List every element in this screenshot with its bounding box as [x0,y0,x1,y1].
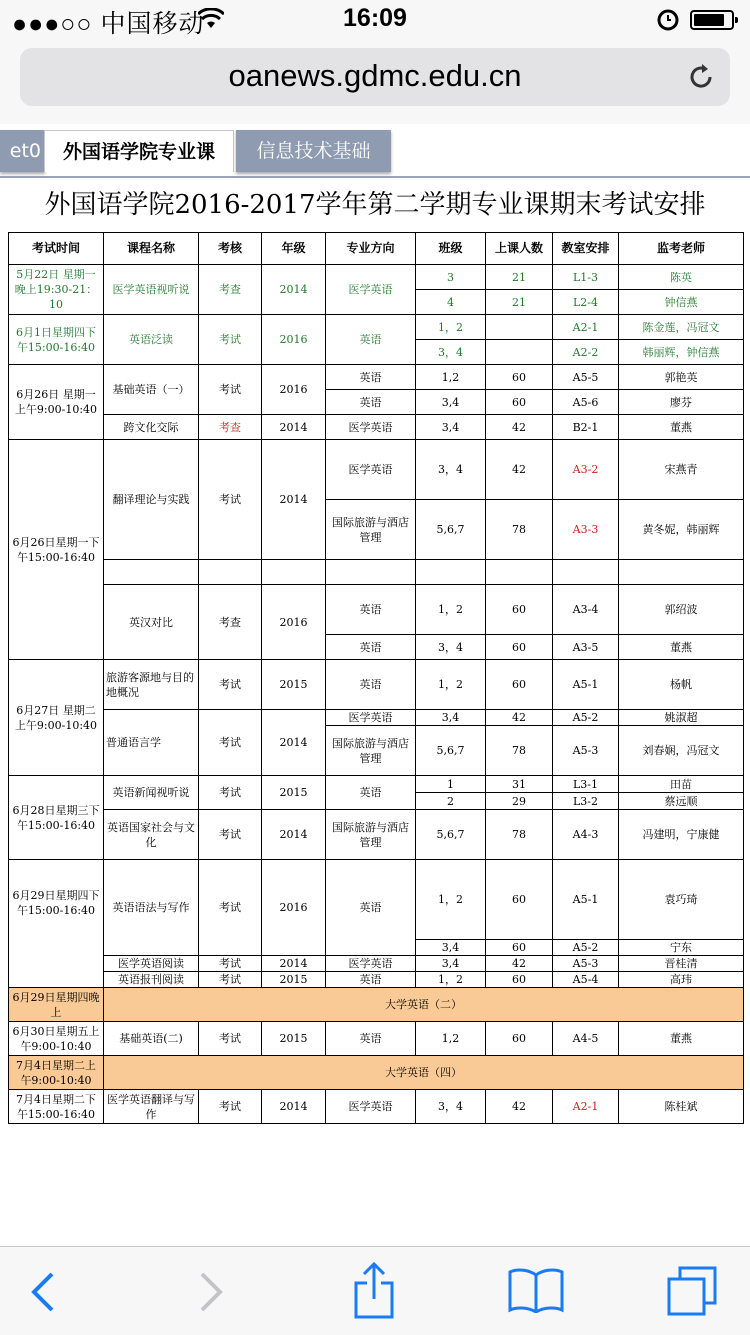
assessment: 考试 [199,972,262,988]
class: 3，4 [416,440,486,500]
empty-cell [104,560,199,585]
course-name: 英汉对比 [104,585,199,660]
empty-cell [553,560,619,585]
exam-schedule-table [8,232,744,1124]
class: 3，4 [416,1090,486,1124]
proctor: 田苗 [619,776,744,793]
browser-address-area [0,40,750,125]
students: 42 [486,440,553,500]
column-header: 课程名称 [104,233,199,265]
grade: 2016 [262,585,326,660]
major: 英语 [326,365,416,390]
assessment: 考试 [199,660,262,710]
class: 1 [416,776,486,793]
proctor: 高玮 [619,972,744,988]
major: 英语 [326,390,416,415]
table-row [9,440,744,500]
grade: 2016 [262,365,326,415]
share-icon[interactable] [352,1261,396,1319]
students: 78 [486,726,553,776]
grade: 2015 [262,660,326,710]
grade: 2014 [262,265,326,315]
major: 英语 [326,585,416,635]
major: 国际旅游与酒店管理 [326,810,416,860]
assessment: 考试 [199,1090,262,1124]
grade: 2015 [262,1022,326,1056]
proctor: 董燕 [619,635,744,660]
major: 医学英语 [326,415,416,440]
major: 医学英语 [326,265,416,315]
major: 英语 [326,315,416,365]
students: 42 [486,956,553,972]
students: 29 [486,793,553,810]
students: 60 [486,972,553,988]
room: A3-5 [553,635,619,660]
tab-sheet0[interactable]: et0 [0,130,45,172]
table-row [9,560,744,585]
column-header: 教室安排 [553,233,619,265]
grade: 2014 [262,1090,326,1124]
major: 英语 [326,635,416,660]
proctor: 杨帆 [619,660,744,710]
table-row [9,860,744,940]
students: 21 [486,290,553,315]
class: 3,4 [416,415,486,440]
room: A2-1 [553,1090,619,1124]
assessment: 考试 [199,810,262,860]
students: 42 [486,415,553,440]
back-icon[interactable] [28,1271,58,1313]
course-name: 英语泛读 [104,315,199,365]
major: 医学英语 [326,956,416,972]
major: 医学英语 [326,710,416,726]
clock: 16:09 [343,4,407,32]
status-bar [0,0,750,40]
room: B2-1 [553,415,619,440]
students: 60 [486,660,553,710]
proctor: 宁东 [619,940,744,956]
grade: 2014 [262,710,326,776]
column-header: 监考老师 [619,233,744,265]
major: 英语 [326,972,416,988]
grade: 2014 [262,415,326,440]
table-row [9,265,744,290]
students: 78 [486,810,553,860]
proctor: 陈桂斌 [619,1090,744,1124]
proctor: 郭绍波 [619,585,744,635]
browser-toolbar [0,1246,750,1335]
course-name: 基础英语(二) [104,1022,199,1056]
empty-cell [199,560,262,585]
proctor: 廖芬 [619,390,744,415]
band-label: 大学英语（二） [104,988,744,1022]
room: L1-3 [553,265,619,290]
class: 1,2 [416,1022,486,1056]
assessment: 考试 [199,710,262,776]
room: L2-4 [553,290,619,315]
students: 60 [486,635,553,660]
course-name: 跨文化交际 [104,415,199,440]
grade: 2016 [262,315,326,365]
empty-cell [416,560,486,585]
proctor: 晋桂清 [619,956,744,972]
exam-time: 6月1日星期四下午15:00-16:40 [9,315,104,365]
room: A5-2 [553,710,619,726]
assessment: 考试 [199,956,262,972]
proctor: 董燕 [619,1022,744,1056]
exam-time: 6月28日星期三下午15:00-16:40 [9,776,104,860]
proctor: 宋燕青 [619,440,744,500]
course-name: 旅游客源地与目的地概况 [104,660,199,710]
students: 78 [486,500,553,560]
column-header: 考核 [199,233,262,265]
room: A3-4 [553,585,619,635]
class: 3,4 [416,710,486,726]
students: 60 [486,585,553,635]
address-bar[interactable] [20,48,730,106]
room: A5-5 [553,365,619,390]
table-row [9,988,744,1022]
table-row [9,972,744,988]
table-row [9,776,744,793]
course-name: 基础英语（一） [104,365,199,415]
proctor: 董燕 [619,415,744,440]
room: A5-3 [553,726,619,776]
proctor: 冯建明，宁康健 [619,810,744,860]
students: 60 [486,365,553,390]
students: 60 [486,860,553,940]
grade: 2014 [262,440,326,560]
students: 60 [486,390,553,415]
page-title: 外国语学院2016-2017学年第二学期专业课期末考试安排 [44,190,706,220]
room: A5-2 [553,940,619,956]
room: A4-5 [553,1022,619,1056]
major: 英语 [326,660,416,710]
class: 1，2 [416,972,486,988]
sheet-tabs [0,124,750,178]
exam-time: 7月4日星期二下午15:00-16:40 [9,1090,104,1124]
students: 21 [486,265,553,290]
exam-time: 6月26日 星期一上午9:00-10:40 [9,365,104,440]
class: 2 [416,793,486,810]
room: A5-3 [553,956,619,972]
battery-icon [690,10,734,30]
column-header: 考试时间 [9,233,104,265]
exam-time: 5月22日 星期一晚上19:30-21：10 [9,265,104,315]
empty-cell [326,560,416,585]
course-name: 英语报刊阅读 [104,972,199,988]
room: A2-2 [553,340,619,365]
course-name: 翻译理论与实践 [104,440,199,560]
proctor: 郭艳英 [619,365,744,390]
room: A3-3 [553,500,619,560]
tabs-icon[interactable] [666,1265,718,1317]
class: 3,4 [416,390,486,415]
assessment: 考试 [199,1022,262,1056]
room: A2-1 [553,315,619,340]
table-row [9,1056,744,1090]
proctor: 陈金莲，冯冠文 [619,315,744,340]
grade: 2015 [262,972,326,988]
proctor: 蔡远顺 [619,793,744,810]
assessment: 考试 [199,860,262,956]
bookmarks-icon[interactable] [508,1267,564,1313]
exam-time: 6月30日星期五上午9:00-10:40 [9,1022,104,1056]
forward-icon[interactable] [196,1271,226,1313]
table-row [9,585,744,635]
room: A5-1 [553,860,619,940]
empty-cell [486,560,553,585]
exam-time: 6月26日星期一下午15:00-16:40 [9,440,104,660]
exam-time: 6月29日星期四下午15:00-16:40 [9,860,104,988]
class: 5,6,7 [416,726,486,776]
major: 国际旅游与酒店管理 [326,500,416,560]
class: 5,6,7 [416,810,486,860]
table-row [9,315,744,340]
proctor: 陈英 [619,265,744,290]
major: 医学英语 [326,440,416,500]
class: 3，4 [416,340,486,365]
class: 3，4 [416,635,486,660]
exam-time: 6月27日 星期二上午9:00-10:40 [9,660,104,776]
room: A4-3 [553,810,619,860]
proctor: 袁巧琦 [619,860,744,940]
class: 3,4 [416,956,486,972]
students [486,315,553,340]
empty-cell [262,560,326,585]
reload-icon[interactable] [686,62,716,92]
proctor: 姚淑超 [619,710,744,726]
assessment: 考试 [199,315,262,365]
table-row [9,956,744,972]
alarm-icon [656,7,680,31]
class: 4 [416,290,486,315]
assessment: 考试 [199,365,262,415]
room: A5-1 [553,660,619,710]
grade: 2014 [262,956,326,972]
grade: 2015 [262,776,326,810]
class: 5,6,7 [416,500,486,560]
class: 1,2 [416,365,486,390]
column-header: 班级 [416,233,486,265]
students: 42 [486,1090,553,1124]
students: 60 [486,940,553,956]
room: A3-2 [553,440,619,500]
exam-time: 6月29日星期四晚上 [9,988,104,1022]
grade: 2014 [262,810,326,860]
band-label: 大学英语（四） [104,1056,744,1090]
table-row [9,365,744,390]
class: 1，2 [416,585,486,635]
students: 42 [486,710,553,726]
exam-time: 7月4日星期二上午9:00-10:40 [9,1056,104,1090]
major: 英语 [326,860,416,956]
class: 3,4 [416,940,486,956]
table-row [9,415,744,440]
course-name: 普通语言学 [104,710,199,776]
assessment: 考查 [199,265,262,315]
students: 60 [486,1022,553,1056]
room: A5-4 [553,972,619,988]
grade: 2016 [262,860,326,956]
course-name: 英语新闻视听说 [104,776,199,810]
table-row [9,1090,744,1124]
class: 3 [416,265,486,290]
empty-cell [619,560,744,585]
major: 医学英语 [326,1090,416,1124]
table-row [9,1022,744,1056]
course-name: 英语语法与写作 [104,860,199,956]
carrier-label: ●●●○○ 中国移动 [12,10,205,38]
class: 1，2 [416,860,486,940]
url-text: oanews.gdmc.edu.cn [228,58,522,93]
proctor: 钟信燕 [619,290,744,315]
class: 1，2 [416,315,486,340]
room: A5-6 [553,390,619,415]
class: 1，2 [416,660,486,710]
room: L3-2 [553,793,619,810]
assessment: 考试 [199,776,262,810]
tab-foreign-language[interactable]: 外国语学院专业课 [44,130,234,172]
table-row [9,660,744,710]
proctor: 黄冬妮，韩丽辉 [619,500,744,560]
proctor: 刘春娴，冯冠文 [619,726,744,776]
table-header-row [9,233,744,265]
tab-info-tech[interactable]: 信息技术基础 [236,130,391,172]
assessment: 考查 [199,415,262,440]
students: 31 [486,776,553,793]
assessment: 考试 [199,440,262,560]
column-header: 专业方向 [326,233,416,265]
course-name: 医学英语视听说 [104,265,199,315]
major: 英语 [326,1022,416,1056]
course-name: 医学英语翻译与写作 [104,1090,199,1124]
table-row [9,810,744,860]
proctor: 韩丽辉，钟信燕 [619,340,744,365]
assessment: 考查 [199,585,262,660]
room: L3-1 [553,776,619,793]
course-name: 医学英语阅读 [104,956,199,972]
column-header: 上课人数 [486,233,553,265]
major: 国际旅游与酒店管理 [326,726,416,776]
column-header: 年级 [262,233,326,265]
students [486,340,553,365]
table-row [9,710,744,726]
major: 英语 [326,776,416,810]
course-name: 英语国家社会与文化 [104,810,199,860]
